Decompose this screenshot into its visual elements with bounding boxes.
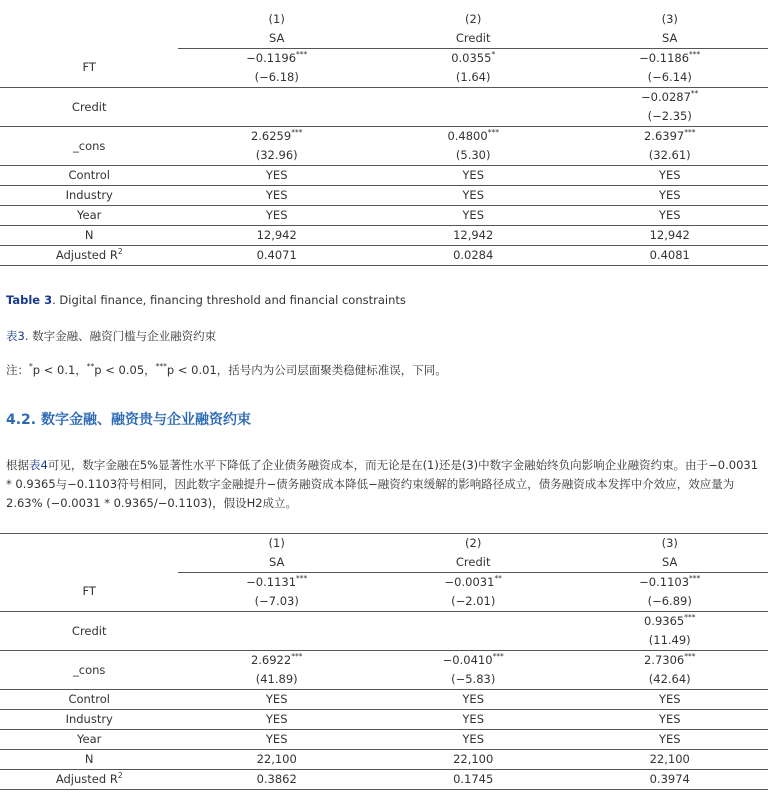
table-cell: YES (375, 166, 572, 186)
table-cell: YES (571, 710, 768, 730)
table-cell: YES (178, 710, 375, 730)
table-cell: YES (178, 206, 375, 226)
table-cell: YES (178, 166, 375, 186)
table-cell: YES (178, 730, 375, 750)
table-cell: YES (571, 206, 768, 226)
col-number: (3) (571, 534, 768, 554)
dependent-var: Credit (375, 553, 572, 573)
table-note: 注：*p < 0.1，**p < 0.05，***p < 0.01，括号内为公司层面聚类稳健标准误，下同。 (6, 362, 447, 377)
row-label: Adjusted $R^2$ (0, 770, 178, 790)
dependent-var: SA (178, 29, 375, 49)
col-number: (2) (465, 12, 482, 26)
row-label: N (0, 750, 178, 770)
col-number: (2) (375, 534, 572, 554)
body-paragraph: 根据表4可见，数字金融在5%显著性水平下降低了企业债务融资成本，而无论是在(1)还是(3)中数字金融始终负向影响企业融资约束。由于−0.0031 * 0.9365与−0.1103符号相同，因此数字金融提升−债务融资成本降低−融资约束缓解的影响路径成立，债务融资成本发挥中介效应，效应量为2.63% (−0.0031 * 0.9365/−0.1103)，假设H2成立。 (6, 458, 759, 510)
table-cell: 0.3862 (178, 770, 375, 790)
coef-cell: 2.6922*** (41.89) (178, 651, 375, 690)
table-cell: 22,100 (178, 750, 375, 770)
col-number: (3) (661, 12, 678, 26)
coef-cell: −0.0287** (−2.35) (571, 88, 768, 127)
dependent-var: SA (571, 553, 768, 573)
row-label: Industry (0, 186, 178, 206)
coef-cell: −0.1196*** (−6.18) (178, 49, 375, 88)
table-cell: YES (571, 166, 768, 186)
row-label: N (0, 226, 178, 246)
table-cell: 12,942 (375, 226, 572, 246)
row-label: Year (0, 206, 178, 226)
section-heading: 4.2. 数字金融、融资贵与企业融资约束 (6, 412, 251, 428)
coef-cell: −0.1186*** (−6.14) (571, 49, 768, 88)
dependent-var: SA (178, 553, 375, 573)
table-label-link[interactable]: Table 3 (6, 293, 53, 307)
row-label: Credit (0, 88, 178, 127)
dependent-var: SA (571, 29, 768, 49)
row-label: _cons (0, 127, 178, 166)
row-label: Control (0, 166, 178, 186)
table-link[interactable]: 表3 (6, 329, 25, 343)
row-label: Industry (0, 710, 178, 730)
coef-cell: −0.0410*** (−5.83) (375, 651, 572, 690)
table-cell: YES (375, 690, 572, 710)
table-cell: 0.1745 (375, 770, 572, 790)
row-label: Year (0, 730, 178, 750)
dependent-var: Credit (375, 29, 572, 49)
table-cell: 12,942 (571, 226, 768, 246)
row-label: Adjusted $R^2$ (0, 246, 178, 266)
col-number: (1) (268, 12, 285, 26)
table-link[interactable]: 表4 (29, 458, 48, 472)
regression-table-3 (0, 10, 768, 266)
row-label: Control (0, 690, 178, 710)
coef-cell: −0.0031** (−2.01) (375, 573, 572, 612)
table-caption-cn: 表3. 数字金融、融资门槛与企业融资约束 (6, 329, 217, 343)
regression-table-4 (0, 533, 768, 790)
row-label: FT (0, 573, 178, 612)
col-number: (1) (178, 534, 375, 554)
table-caption: Table 3. Digital finance, financing threshold and financial constraints (6, 293, 406, 307)
table-cell: 22,100 (375, 750, 572, 770)
coef-cell: −0.1131*** (−7.03) (178, 573, 375, 612)
table-cell: YES (571, 730, 768, 750)
table-cell: YES (375, 730, 572, 750)
table-cell: 0.0284 (375, 246, 572, 266)
coef-cell: 2.6397*** (32.61) (571, 127, 768, 166)
table-cell: YES (571, 690, 768, 710)
table-cell: 0.4071 (178, 246, 375, 266)
table-cell: YES (571, 186, 768, 206)
coef-cell: 0.9365*** (11.49) (571, 612, 768, 651)
table-cell: YES (375, 186, 572, 206)
row-label: FT (0, 49, 178, 88)
coef-cell: 0.0355* (1.64) (375, 49, 572, 88)
table-cell: 22,100 (571, 750, 768, 770)
coef-cell: 0.4800*** (5.30) (375, 127, 572, 166)
row-label: Credit (0, 612, 178, 651)
coef-cell: 2.7306*** (42.64) (571, 651, 768, 690)
table-cell: 12,942 (178, 226, 375, 246)
row-label: _cons (0, 651, 178, 690)
table-cell: YES (375, 710, 572, 730)
coef-cell: −0.1103*** (−6.89) (571, 573, 768, 612)
coef-cell: 2.6259*** (32.96) (178, 127, 375, 166)
table-cell: 0.3974 (571, 770, 768, 790)
table-cell: YES (178, 186, 375, 206)
table-cell: 0.4081 (571, 246, 768, 266)
table-cell: YES (178, 690, 375, 710)
table-cell: YES (375, 206, 572, 226)
